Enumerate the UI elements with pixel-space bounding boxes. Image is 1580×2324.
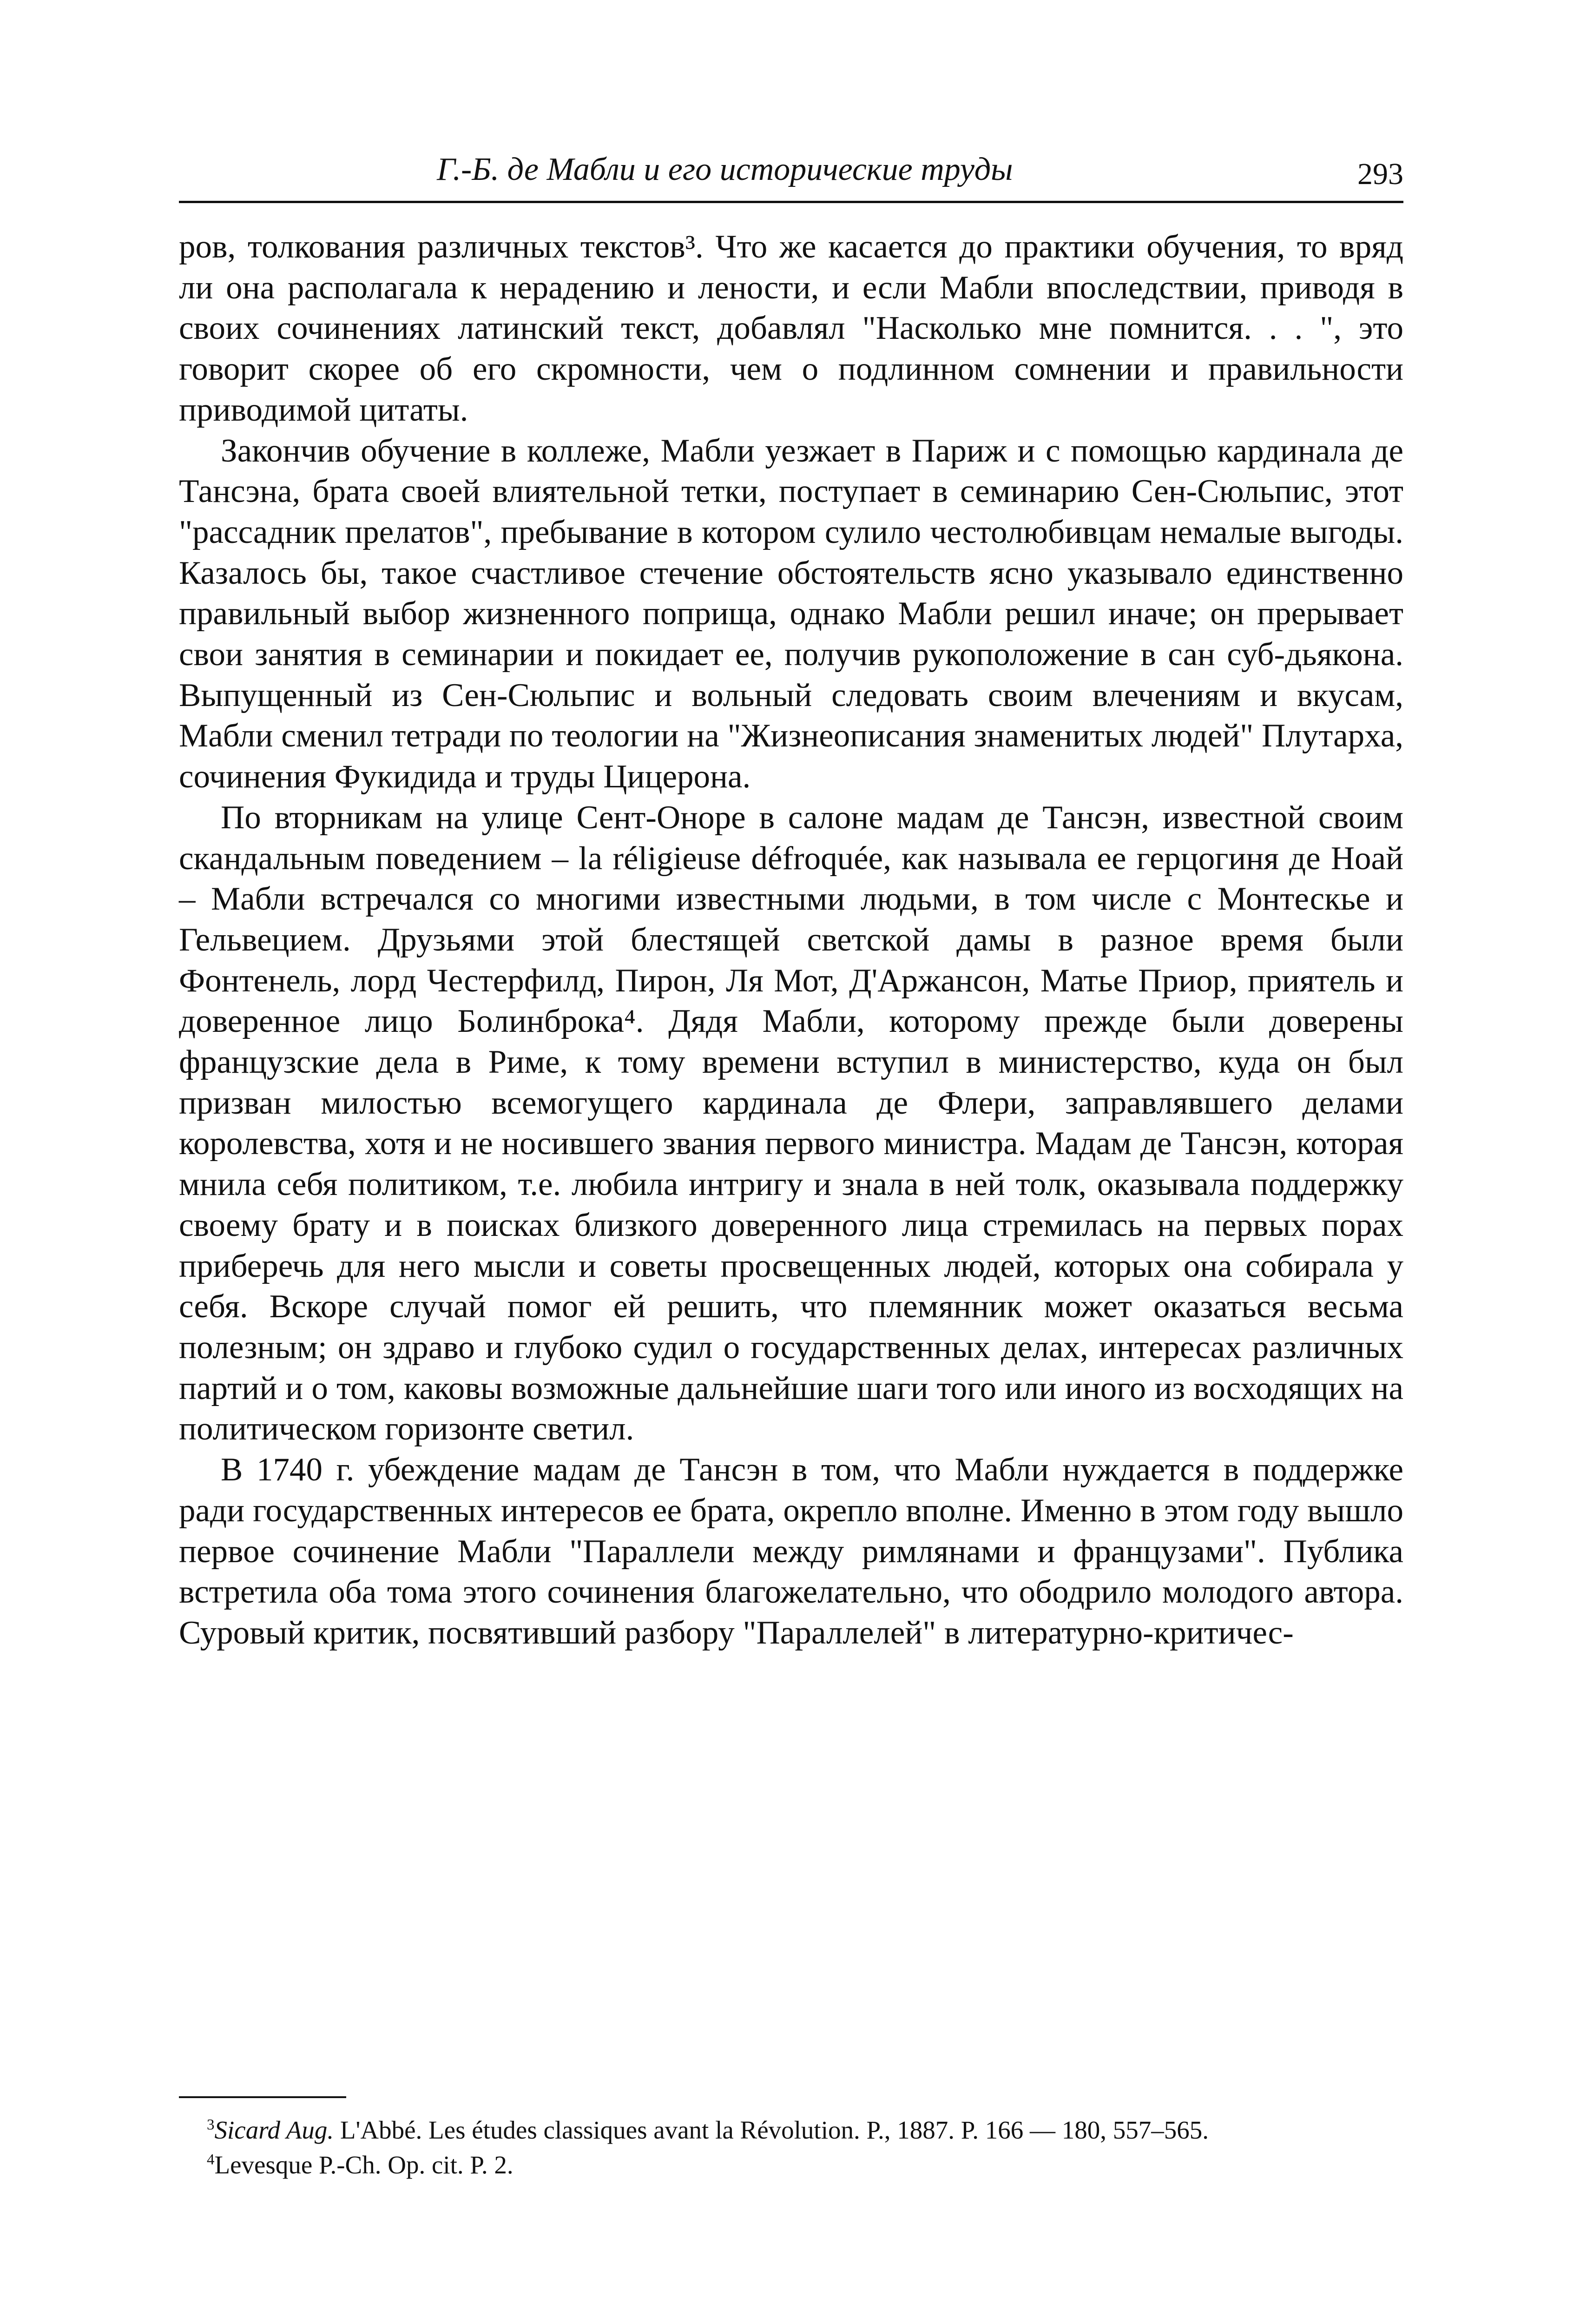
footnote-mark: 3 [207, 2116, 215, 2133]
footnote-text: L'Abbé. Les études classiques avant la Révolution. P., 1887. P. 166 — 180, 557–565. [334, 2116, 1209, 2144]
footnote-mark: 4 [207, 2151, 215, 2168]
running-title: Г.-Б. де Мабли и его исторические труды [437, 152, 1013, 187]
paragraph-3: По вторникам на улице Сент-Оноре в салоне мадам де Тансэн, известной своим скандальным поведением – la réligieuse défroquée, как называла ее герцогиня де Ноай – Мабли встречался со многими известными людьми, в том числе с Монтескье и Гельвецием. Друзьями этой блестящей светской дамы в разное время были Фонтенель, лорд Честерфилд, Пирон, Ля Мот, Д'Аржансон, Матье Приор, приятель и доверенное лицо Болинброка⁴. Дядя Мабли, которому прежде были доверены французские дела в Риме, к тому времени вступил в министерство, куда он был призван милостью всемогущего кардинала де Флери, заправлявшего делами королевства, хотя и не носившего звания первого министра. Мадам де Тансэн, которая мнила себя политиком, т.е. любила интригу и знала в ней толк, оказывала поддержку своему брату и в поисках близкого доверенного лица стремилась на первых порах приберечь для него мысли и советы просвещенных людей, которых она собирала у себя. Вскоре случай помог ей решить, что племянник может оказаться весьма полезным; он здраво и глубоко судил о государственных делах, интересах различных партий и о том, каковы возможные дальнейшие шаги того или иного из восходящих на политическом горизонте светил. [179, 799, 1403, 1447]
paragraph-4: В 1740 г. убеждение мадам де Тансэн в том, что Мабли нуждается в поддержке ради государственных интересов ее брата, окрепло вполне. Именно в этом году вышло первое сочинение Мабли "Параллели между римлянами и французами". Публика встретила оба тома этого сочинения благожелательно, что ободрило молодого автора. Суровый критик, посвятивший разбору "Параллелей" в литературно-критичес- [179, 1452, 1403, 1651]
footnote-4 [179, 2147, 1403, 2182]
footnote-author: Sicard Aug. [214, 2116, 334, 2144]
footnote-3 [179, 2113, 1403, 2147]
footnotes [179, 2113, 1403, 2182]
body-text [179, 227, 1403, 1654]
running-head [179, 142, 1403, 193]
paragraph-2: Закончив обучение в коллеже, Мабли уезжает в Париж и с помощью кардинала де Тансэна, брата своей влиятельной тетки, поступает в семинарию Сен-Сюльпис, этот "рассадник прелатов", пребывание в котором сулило честолюбивцам немалые выгоды. Казалось бы, такое счастливое стечение обстоятельств ясно указывало единственно правильный выбор жизненного поприща, однако Мабли решил иначе; он прерывает свои занятия в семинарии и покидает ее, получив рукоположение в сан суб-дьякона. Выпущенный из Сен-Сюльпис и вольный следовать своим влечениям и вкусам, Мабли сменил тетради по теологии на "Жизнеописания знаменитых людей" Плутарха, сочинения Фукидида и труды Цицерона. [179, 432, 1403, 795]
paragraph-1: ров, толкования различных текстов³. Что же касается до практики обучения, то вряд ли она располагала к нерадению и лености, и если Мабли впоследствии, приводя в своих сочинениях латинский текст, добавлял "Насколько мне помнится. . . ", это говорит скорее об его скромности, чем о подлинном сомнении и правильности приводимой цитаты. [179, 229, 1403, 428]
header-rule [179, 201, 1403, 203]
footnote-text: Levesque P.-Ch. Op. cit. P. 2. [214, 2151, 514, 2179]
page-number: 293 [1357, 157, 1403, 191]
footnote-rule [179, 2096, 346, 2098]
